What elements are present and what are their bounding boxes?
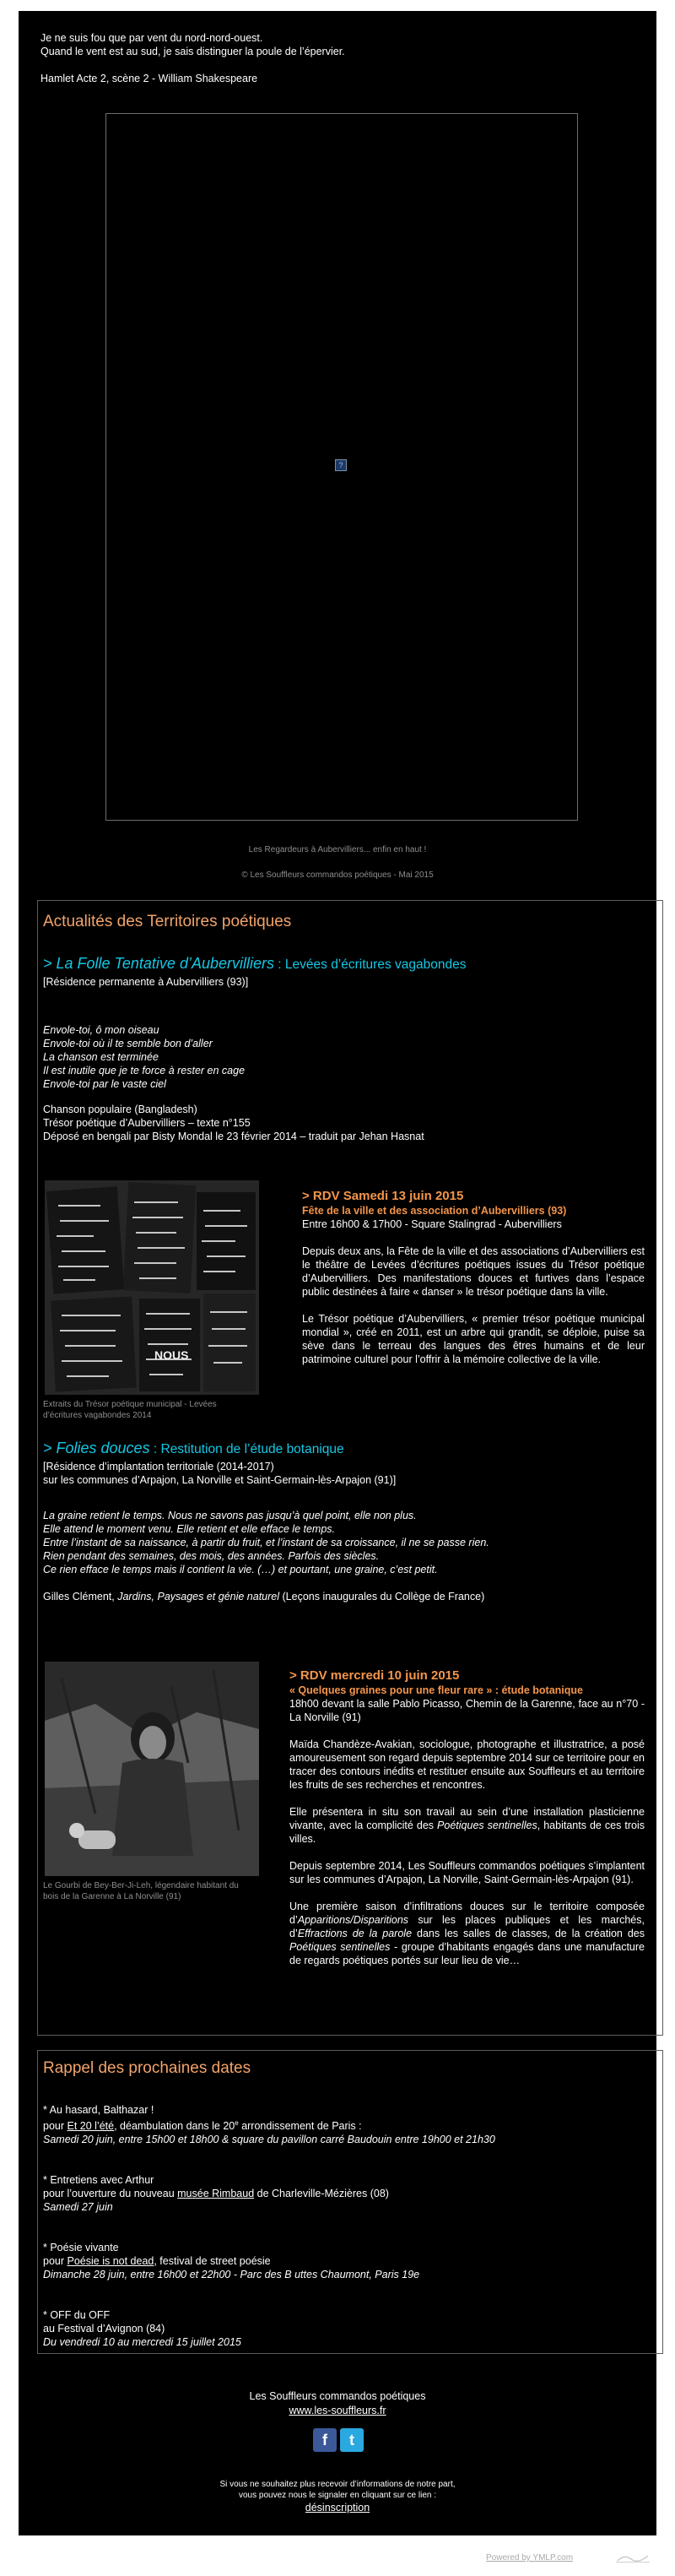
poem-line: La chanson est terminée: [43, 1051, 159, 1063]
item-detail: [43, 2117, 651, 2133]
unsubscribe-line: vous pouvez nous le signaler en cliquant sur ce lien :: [238, 2491, 437, 2500]
rdv1-paragraph: Le Trésor poétique d’Aubervilliers, « premier trésor poétique municipal mondial », créé en 2011, est un arbre qui grandit, se déploie, puise sa sève dans le terreau des langues des êtres humains et de leur patrimoine culturel pour l’offrir à la mémoire collective de la ville.: [302, 1313, 645, 1365]
unsubscribe-text: [19, 2479, 656, 2514]
image2-caption: [43, 1880, 239, 1902]
newsletter-sheet: [19, 11, 656, 2535]
svg-text:NOUS: NOUS: [154, 1348, 189, 1362]
part2-title-rest: : Restitution de l’étude botanique: [149, 1442, 344, 1456]
rdv2-paragraph: [289, 1805, 645, 1846]
item-text: , festival de street poésie: [154, 2255, 271, 2268]
credit-author: Gilles Clément,: [43, 1591, 118, 1603]
item-title: * Poésie vivante: [43, 2242, 119, 2254]
item-link[interactable]: Et 20 l’été: [67, 2120, 115, 2133]
blackboard-illustration: [45, 1180, 259, 1395]
footer-site: [19, 2404, 656, 2417]
quote-line: Je ne suis fou que par vent du nord-nord-ouest.: [40, 32, 263, 44]
section-heading: Rappel des prochaines dates: [43, 2059, 251, 2077]
unsubscribe-line: Si vous ne souhaitez plus recevoir d’informations de notre part,: [219, 2480, 456, 2489]
rdv2-subtitle: « Quelques graines pour une fleur rare » : étude botanique: [289, 1684, 583, 1696]
poem-line: Elle attend le moment venu. Elle retient et elle efface le temps.: [43, 1523, 336, 1535]
video-credit: © Les Souffleurs commandos poétiques - Mai 2015: [241, 870, 434, 880]
rdv2-text: sur les places publiques et les marchés, d’: [289, 1914, 645, 1939]
caption-line: d’écritures vagabondes 2014: [43, 1411, 152, 1420]
blackboard-photo: [45, 1180, 259, 1395]
part2-poem: [43, 1509, 651, 1576]
rdv1-title: > RDV Samedi 13 juin 2015: [302, 1189, 464, 1203]
credit-line: Chanson populaire (Bangladesh): [43, 1104, 197, 1115]
rdv2-text: Une première saison d’infiltrations douces sur le territoire composée d’: [289, 1901, 645, 1926]
poem-line: Envole-toi, ô mon oiseau: [43, 1024, 159, 1036]
quote-line: Quand le vent est au sud, je sais distinguer la poule de l’épervier.: [40, 46, 345, 57]
poem-line: La graine retient le temps. Nous ne savons pas jusqu’à quel point, elle non plus.: [43, 1510, 417, 1521]
rappel-item: [43, 2103, 651, 2146]
item-text: pour l’ouverture du nouveau: [43, 2188, 178, 2200]
credit-line: Déposé en bengali par Bisty Mondal le 23 février 2014 – traduit par Jehan Hasnat: [43, 1131, 424, 1142]
rdv2-italic: Poétiques sentinelles: [437, 1819, 537, 1831]
rdv2-title: > RDV mercredi 10 juin 2015: [289, 1668, 460, 1683]
ymlp-logo-icon: [616, 2552, 650, 2562]
part2-credit: [43, 1590, 651, 1603]
section-heading: Actualités des Territoires poétiques: [43, 913, 292, 930]
site-link[interactable]: www.les-souffleurs.fr: [289, 2405, 386, 2416]
twitter-icon[interactable]: t: [340, 2428, 364, 2452]
part1-title-main: > La Folle Tentative d’Aubervilliers: [43, 955, 274, 972]
item-title: * Entretiens avec Arthur: [43, 2174, 154, 2187]
rdv2-paragraph: [289, 1900, 645, 1967]
item-detail: au Festival d’Avignon (84): [43, 2323, 165, 2335]
poem-line: Entre l’instant de sa naissance, à partir du fruit, et l’instant de sa croissance, il ne se passe rien.: [43, 1537, 489, 1548]
rdv2-text: , habitants de ces trois villes.: [289, 1819, 645, 1845]
rdv2-italic: Poétiques sentinelles: [289, 1941, 391, 1953]
video-caption: Les Regardeurs à Aubervilliers... enfin en haut !: [248, 845, 427, 854]
footer-org: Les Souffleurs commandos poétiques: [249, 2390, 426, 2402]
item-detail: [43, 2254, 651, 2268]
item-date: Samedi 20 juin, entre 15h00 et 18h00 & square du pavillon carré Baudouin entre 19h00 et 21h30: [43, 2134, 495, 2146]
ymlp-logo: [616, 2552, 650, 2562]
rappel-section: [37, 2050, 663, 2354]
item-title: * OFF du OFF: [43, 2309, 111, 2322]
item-text: arrondissement de Paris :: [238, 2120, 362, 2133]
part2-title-main: > Folies douces: [43, 1440, 150, 1456]
play-icon[interactable]: ?: [335, 459, 347, 471]
rappel-list: [43, 2103, 651, 2349]
quote-source: Hamlet Acte 2, scène 2 - William Shakespeare: [40, 73, 258, 84]
rappel-item: [43, 2308, 651, 2349]
part1-subtitle: [Résidence permanente à Aubervilliers (93)]: [43, 976, 249, 988]
image1-caption: [43, 1399, 217, 1421]
rdv2-text: Elle présentera in situ son travail au sein d’une installation plasticienne vivante, avec la complicité des: [289, 1806, 645, 1831]
powered-by-link[interactable]: Powered by YMLP.com: [486, 2553, 574, 2562]
item-date: Dimanche 28 juin, entre 16h00 et 22h00 - Parc des B uttes Chaumont, Paris 19e: [43, 2269, 420, 2281]
unsubscribe-link[interactable]: désinscription: [305, 2502, 370, 2514]
item-title: * Au hasard, Balthazar !: [43, 2104, 154, 2116]
rdv1-subtitle: Fête de la ville et des association d’Aubervilliers (93): [302, 1205, 567, 1217]
rappel-item: [43, 2173, 651, 2214]
item-text: , déambulation dans le 20: [114, 2120, 235, 2133]
facebook-icon[interactable]: f: [313, 2428, 337, 2452]
part2-subtitle: [43, 1460, 396, 1487]
poem-line: Ce rien efface le temps mais il contient la vie. (…) et pourtant, une graine, c’est petit.: [43, 1564, 438, 1575]
caption-line: bois de la Garenne à La Norville (91): [43, 1892, 181, 1901]
unsubscribe-row: [19, 2501, 656, 2514]
item-date: Du vendredi 10 au mercredi 15 juillet 2015: [43, 2336, 241, 2349]
part2-title: [43, 1441, 651, 1456]
rappel-item: [43, 2241, 651, 2281]
rdv1-place: Entre 16h00 & 17h00 - Square Stalingrad - Aubervilliers: [302, 1218, 562, 1230]
subtitle-line: [Résidence d’implantation territoriale (2014-2017): [43, 1461, 274, 1472]
rdv2-paragraph: Depuis septembre 2014, Les Souffleurs commandos poétiques s’implantent sur les communes d’Arpajon, La Norville, Saint-Germain-lès-Arpajon (91).: [289, 1860, 645, 1885]
rdv2-text: dans les salles de classes, de la création des: [412, 1928, 645, 1939]
poem-line: Envole-toi par le vaste ciel: [43, 1078, 166, 1090]
item-sup: e: [235, 2119, 239, 2127]
gourbi-illustration: [45, 1662, 259, 1876]
rdv2-place: 18h00 devant la salle Pablo Picasso, Chemin de la Garenne, face au n°70 - La Norville (91): [289, 1698, 645, 1723]
item-date: Samedi 27 juin: [43, 2201, 113, 2214]
part1-credit: [43, 1103, 424, 1143]
rdv1-block: [302, 1188, 645, 1366]
part1-poem: [43, 1023, 245, 1091]
gourbi-photo: [45, 1662, 259, 1876]
caption-line: Le Gourbi de Bey-Ber-Ji-Leh, légendaire habitant du: [43, 1881, 239, 1890]
item-detail: [43, 2187, 651, 2200]
intro-quote: [40, 31, 345, 85]
part1-title: [43, 957, 651, 972]
poem-line: Rien pendant des semaines, des mois, des années. Parfois des siècles.: [43, 1550, 380, 1562]
part1-title-rest: : Levées d’écritures vagabondes: [273, 957, 467, 972]
rdv2-block: [289, 1668, 645, 1967]
rdv2-italic: Effractions de la parole: [297, 1928, 413, 1939]
item-link[interactable]: musée Rimbaud: [177, 2188, 255, 2200]
item-text: pour: [43, 2120, 68, 2133]
item-text: de Charleville-Mézières (08): [254, 2188, 389, 2200]
caption-line: Extraits du Trésor poétique municipal - Levées: [43, 1400, 217, 1409]
subtitle-line: sur les communes d’Arpajon, La Norville et Saint-Germain-lès-Arpajon (91)]: [43, 1474, 397, 1486]
actualites-section: [37, 900, 663, 2036]
rdv2-text: - groupe d’habitants engagés dans une manufacture de regards poétiques portés sur leur lieu de vie…: [289, 1941, 645, 1966]
credit-work: Jardins, Paysages et génie naturel: [117, 1591, 280, 1603]
credit-detail: (Leçons inaugurales du Collège de France): [279, 1591, 485, 1603]
poem-line: Il est inutile que je te force à rester en cage: [43, 1065, 246, 1076]
poem-line: Envole-toi où il te semble bon d’aller: [43, 1038, 213, 1049]
rdv1-paragraph: Depuis deux ans, la Fête de la ville et des associations d’Aubervilliers est le théâtre de Levées d’écritures poétiques issues du Trésor poétique d’Aubervilliers. Des manifestations douces et furtives dans l’espace public destinées à faire « danser » le trésor poétique dans la ville.: [302, 1245, 645, 1298]
item-text: pour: [43, 2255, 68, 2268]
item-link[interactable]: Poésie is not dead: [67, 2255, 154, 2268]
rdv2-italic: Apparitions/Disparitions: [297, 1914, 409, 1926]
credit-line: Trésor poétique d’Aubervilliers – texte n°155: [43, 1117, 251, 1129]
rdv2-paragraph: Maïda Chandèze-Avakian, sociologue, photographe et illustratrice, a posé amoureusement son regard depuis septembre 2014 sur ce territoire pour en tracer des contours inédits et restituer ensuite aux Souffleurs et au territoire les fruits de ses recherches et rencontres.: [289, 1738, 645, 1791]
video-frame[interactable]: [105, 113, 578, 821]
